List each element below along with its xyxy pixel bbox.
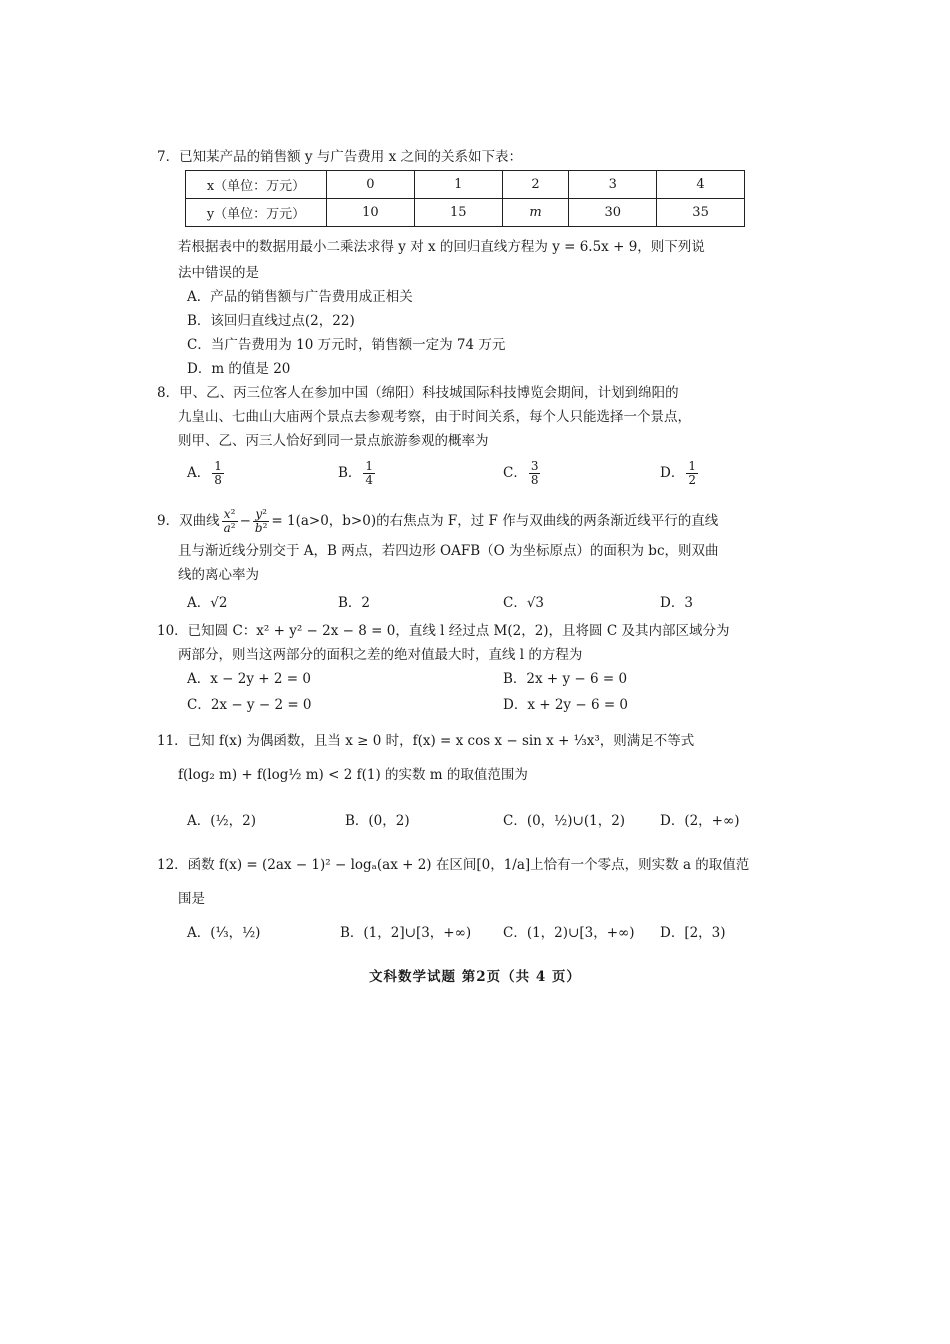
- q11-line1: 11．已知 f(x) 为偶函数，且当 x ≥ 0 时，f(x) = x cos x − sin x + ⅓x³，则满足不等式: [157, 733, 695, 749]
- q7-option-c: C．当广告费用为 10 万元时，销售额一定为 74 万元: [187, 337, 506, 353]
- option-label: B．: [338, 465, 362, 481]
- q10-option-c: C．2x − y − 2 = 0: [187, 697, 312, 713]
- q11-option-d: D．(2，+∞): [660, 813, 740, 829]
- q9-rest: = 1(a>0，b>0)的右焦点为 F，过 F 作与双曲线的两条渐近线平行的直线: [271, 513, 719, 529]
- denominator: 2: [688, 473, 696, 487]
- numerator: 1: [688, 459, 696, 473]
- fraction: [529, 460, 541, 487]
- q11-option-c: C．(0，½)∪(1，2): [503, 813, 626, 829]
- option-label: C．: [503, 465, 527, 481]
- table-cell: 2: [502, 171, 569, 199]
- q12-line2: 围是: [178, 891, 205, 907]
- q11-line2: f(log₂ m) + f(log½ m) < 2 f(1) 的实数 m 的取值范围为: [178, 767, 528, 783]
- q9-option-c: C．√3: [503, 595, 545, 611]
- q10-option-d: D．x + 2y − 6 = 0: [503, 697, 629, 713]
- option-label: A．: [187, 465, 211, 481]
- q7-data-table: [185, 170, 745, 227]
- q7-option-b: B．该回归直线过点(2，22): [187, 313, 355, 329]
- table-cell: 10: [327, 199, 415, 227]
- q12-option-c: C．(1，2)∪[3，+∞): [503, 925, 635, 941]
- q9-line3: 线的离心率为: [178, 567, 259, 583]
- q9-line2: 且与渐近线分别交于 A，B 两点，若四边形 OAFB（O 为坐标原点）的面积为 bc，则双曲: [178, 543, 719, 559]
- table-row-x: [186, 171, 745, 199]
- table-cell: 1: [414, 171, 502, 199]
- q8-option-d: [660, 460, 700, 487]
- q7-stem: 7．已知某产品的销售额 y 与广告费用 x 之间的关系如下表：: [157, 149, 522, 165]
- q8-option-b: [338, 460, 377, 487]
- q9-option-d: D．3: [660, 595, 693, 611]
- denominator: 8: [214, 473, 222, 487]
- q8-option-a: [187, 460, 226, 487]
- denominator: 4: [365, 473, 374, 487]
- table-row-y: [186, 199, 745, 227]
- table-cell: m: [502, 199, 569, 227]
- q8-line2: 九皇山、七曲山大庙两个景点去参观考察，由于时间关系，每个人只能选择一个景点，: [178, 409, 691, 425]
- q10-line1: 10．已知圆 C：x² + y² − 2x − 8 = 0，直线 l 经过点 M(2，2)，且将圆 C 及其内部区域分为: [157, 623, 730, 639]
- q7-option-a: A．产品的销售额与广告费用成正相关: [187, 289, 413, 305]
- q9-prefix: 9．双曲线: [157, 513, 220, 529]
- table-cell: y（单位：万元）: [186, 199, 327, 227]
- q11-option-a: A．(½，2): [187, 813, 256, 829]
- q10-option-a: A．x − 2y + 2 = 0: [187, 671, 311, 687]
- table-cell: x（单位：万元）: [186, 171, 327, 199]
- q7-line2: 若根据表中的数据用最小二乘法求得 y 对 x 的回归直线方程为 y = 6.5x + 9，则下列说: [178, 239, 705, 255]
- q10-option-b: B．2x + y − 6 = 0: [503, 671, 628, 687]
- table-cell: 3: [569, 171, 657, 199]
- q12-line1: 12．函数 f(x) = (2ax − 1)² − logₐ(ax + 2) 在区间[0，1/a]上恰有一个零点，则实数 a 的取值范: [157, 857, 750, 873]
- q12-option-d: D．[2，3): [660, 925, 726, 941]
- q9-line1: 9．双曲线 $\frac{\text{x²}}{\text{a²}}$ − $\frac{\text{y²}}{\text{b²}}$ = 1(a>0，b>0)的右焦点为 F，过 F 作与双曲线的两条渐近线平行的直线: [157, 507, 719, 535]
- q8-option-c: [503, 460, 542, 487]
- numerator: 3: [530, 459, 539, 473]
- table-cell: 30: [569, 199, 657, 227]
- table-cell: 0: [327, 171, 415, 199]
- q7-line3: 法中错误的是: [178, 265, 259, 281]
- table-cell: 15: [414, 199, 502, 227]
- q9-option-b: B．2: [338, 595, 371, 611]
- q7-option-d: D．m 的值是 20: [187, 361, 291, 377]
- fraction-y2-b2: $\frac{\text{y²}}{\text{b²}}$: [254, 507, 268, 535]
- fraction: [363, 460, 375, 487]
- q9-option-a: A．√2: [187, 595, 228, 611]
- fraction-x2-a2: $\frac{\text{x²}}{\text{a²}}$: [223, 507, 236, 535]
- q8-line3: 则甲、乙、丙三人恰好到同一景点旅游参观的概率为: [178, 433, 489, 449]
- denominator: 8: [530, 473, 539, 487]
- numerator: 1: [214, 459, 222, 473]
- fraction: [686, 460, 698, 487]
- table-cell: 4: [657, 171, 745, 199]
- q12-option-b: B．(1，2]∪[3，+∞): [340, 925, 472, 941]
- table-cell: 35: [657, 199, 745, 227]
- option-label: D．: [660, 465, 685, 481]
- q10-line2: 两部分，则当这两部分的面积之差的绝对值最大时，直线 l 的方程为: [178, 647, 583, 663]
- q12-option-a: A．(⅓，½): [187, 925, 261, 941]
- fraction: [212, 460, 224, 487]
- numerator: 1: [365, 459, 374, 473]
- page-footer: 文科数学试题 第2页（共 4 页）: [369, 969, 581, 985]
- q8-line1: 8．甲、乙、丙三位客人在参加中国（绵阳）科技城国际科技博览会期间，计划到绵阳的: [157, 385, 679, 401]
- q11-option-b: B．(0，2): [345, 813, 410, 829]
